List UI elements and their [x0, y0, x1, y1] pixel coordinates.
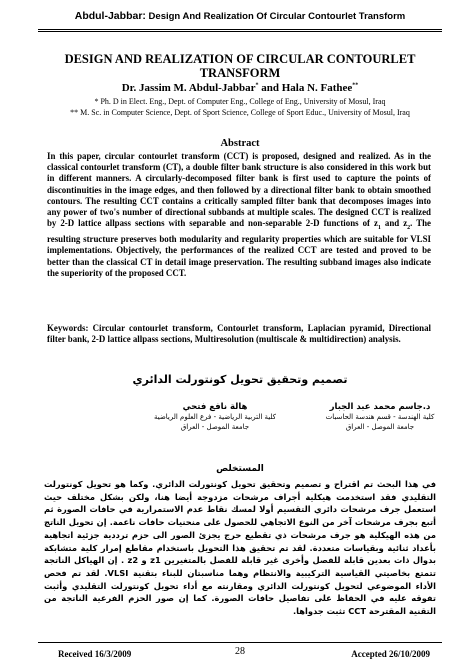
author-1: Dr. Jassim M. Abdul-Jabbar [121, 82, 256, 94]
arabic-author-1 [300, 402, 460, 432]
arabic-author-1-univ: جامعة الموصل - العراق [345, 423, 415, 431]
running-header-title: Design And Realization Of Circular Contourlet Transform [148, 11, 406, 22]
abstract-body [47, 151, 431, 279]
affiliation-1: * Ph. D in Elect. Eng., Dept. of Computer Eng., College of Eng., University of Mosul, Iraq [94, 97, 386, 106]
author-2: Hala N. Fathee [281, 82, 353, 94]
affiliation-2: ** M. Sc. in Computer Science, Dept. of Sport Science, College of Sport Educ., University of Mosul, Iraq [70, 108, 410, 117]
author-and: and [261, 82, 279, 94]
paper-title-line-1: DESIGN AND REALIZATION OF CIRCULAR CONTOURLET [64, 52, 416, 66]
keywords-label: Keywords: [47, 323, 89, 333]
arabic-abstract-heading: المستخلص [216, 464, 264, 474]
arabic-author-2-univ: جامعة الموصل - العراق [180, 423, 250, 431]
arabic-author-1-name: د.جاسم محمد عبد الجبار [329, 402, 431, 412]
page-number: 28 [235, 646, 245, 657]
keywords [47, 323, 431, 346]
arabic-author-2 [145, 402, 285, 432]
running-header-author: Abdul-Jabbar: [74, 10, 146, 22]
author-line [40, 82, 440, 94]
abstract-sub-2: 2 [407, 225, 411, 231]
accepted-date: Accepted 26/10/2009 [351, 649, 430, 659]
keywords-text: Circular contourlet transform, Contourlet transform, Laplacian pyramid, Directional filter bank, 2-D lattice allpass sections, Multiresolution (multiscale & multidirection) analysis. [47, 323, 431, 345]
paper-title [40, 52, 440, 80]
arabic-author-2-dept: كلية التربية الرياضية - فرع العلوم الرياضية [153, 413, 277, 421]
abstract-text-2: and z [380, 218, 408, 229]
header-rule [38, 29, 442, 30]
abstract-text-3: . The resulting structure preserves both modularity and regularity properties which are suitable for VLSI implementations. Objectively, the performances of the realized CCT are tested and proved to be better than the classical CT in detail image preservation. The resulting subband images also indicate the superiority of the proposed CCT. [47, 218, 431, 278]
received-date: Received 16/3/2009 [58, 649, 132, 659]
abstract-sub-1: 1 [377, 225, 381, 231]
arabic-author-1-dept: كلية الهندسة - قسم هندسة الحاسبات [325, 413, 435, 421]
author-2-mark: ** [352, 82, 359, 89]
arabic-author-2-name: هالة نافع فتحي [182, 402, 248, 412]
footer [40, 646, 440, 663]
abstract-heading: Abstract [220, 138, 260, 149]
header-rule-double [38, 31, 442, 32]
arabic-abstract: في هذا البحث تم اقتراح و تصميم وتحقيق تحويل كونتورلت الدائري. وكما هو تحويل كونتورلت التقليدي فقد استخدمت هيكلية أجراف مرشحات مزدوجة أيضا هنا، ولكن بشكل مختلف حيث استعمل جرف مرشحات دائري التقسيم أولا لمسك نقاط عدم الاستمرارية في حافات الصورة ثم أتبع بجرف مرشحات آخر من النوع الاتجاهي للحصول على منحنيات حافات ناعمة. إن تحويل الناتج من هذه الهيكلية هو جرف مرشحات ذي تقطيع حرج يجزئ الصور الى حزم ترددية جزئية اتجاهية بأعداد ثنائية وبقياسات متعددة. لقد تم تحقيق هذا التحويل باستخدام مقاطع إمرار كلية متشابكة بدوال ذات بعدين قابلة للفصل وأخرى غير قابلة للفصل بالمتغيرين z1 و z2 . إن الهياكل الناتجة تتمتع بخاصيتي القياسية التركيبية والانتظام وهما مناسبتان للبناء بتقنية VLSI. لقد تم فحص الأداء الموضوعي لتحويل كونتورلت الدائري ومقارنته مع أداء تحويل كونتورلت التقليدي وأثبت تفوقه عليه في الحفاظ على تفاصيل حافات الصورة. كما إن صور الحزم الفرعية الناتجة من التقنية المقترحة CCT تثبت جدواها. [44, 479, 436, 617]
author-1-mark: * [255, 82, 259, 89]
abstract-text-1: In this paper, circular contourlet transform (CCT) is proposed, designed and realized. As in the classical contourlet transform (CT), a double filter bank structure is also considered in this work but in different manners. A circularly-decomposed filter bank is first used to capture the points of discontinuities in the image edges, and then followed by a directional filter bank to obtain smoothed contours. The resulting CCT contains a critically sampled filter bank that decomposes images into any power of two's number of directional subbands at multiple scales. The designed CCT is realized by 2-D lattice allpass sections with separable and non-separable 2-D functions of z [47, 151, 431, 229]
paper-title-line-2: TRANSFORM [199, 66, 281, 80]
arabic-title: تصميم وتحقيق تحويل كونتورلت الدائري [132, 373, 348, 386]
footer-rule [38, 642, 442, 643]
running-header [40, 10, 440, 22]
